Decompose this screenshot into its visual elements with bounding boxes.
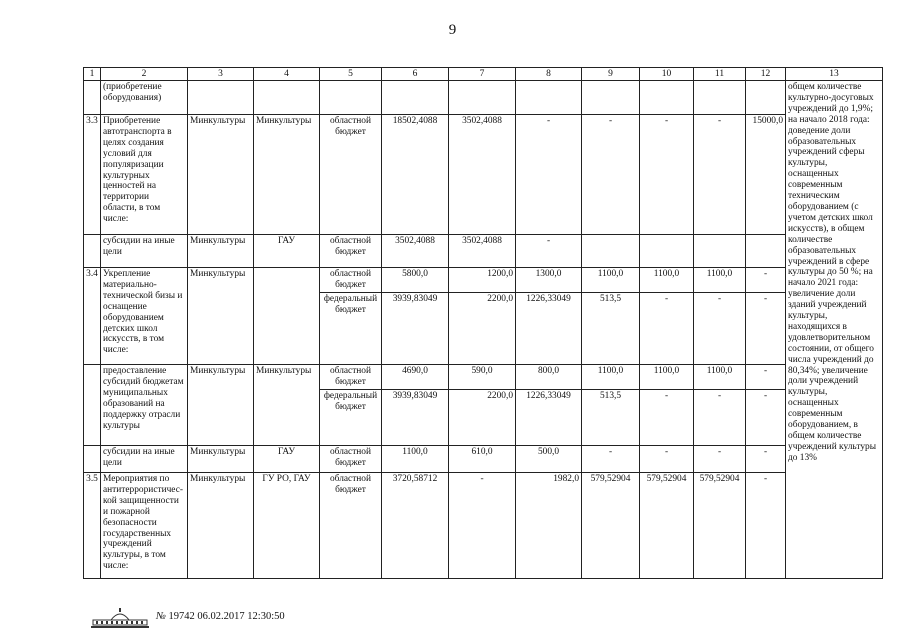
row-number <box>84 365 101 446</box>
amount-2018: 513,5 <box>582 293 640 365</box>
header-cell: 10 <box>640 68 694 81</box>
row-number: 3.4 <box>84 268 101 365</box>
amount-2021: - <box>746 293 786 365</box>
measure-name: Приобретение автотранспорта в целях создания условий для популяризации культурных ценностей на территории области, в том числе: <box>101 115 188 235</box>
amount-2019: - <box>640 293 694 365</box>
executor: Минкультуры <box>188 446 254 473</box>
amount-2017: 800,0 <box>516 365 582 390</box>
amount-2016: - <box>449 473 516 579</box>
amount-2019: 1100,0 <box>640 365 694 390</box>
header-cell: 5 <box>320 68 382 81</box>
funding-source: областной бюджет <box>320 115 382 235</box>
registration-stamp <box>156 611 285 622</box>
measure-name: предоставление субсидий бюджетам муниципальных образований на поддержку отрасли культуры <box>101 365 188 446</box>
header-cell: 1 <box>84 68 101 81</box>
amount-2016: 1200,0 <box>449 268 516 293</box>
total-amount: 3502,4088 <box>382 235 449 268</box>
table-row <box>84 446 883 473</box>
government-emblem-icon <box>89 606 151 630</box>
amount-2017: - <box>516 115 582 235</box>
amount-2019 <box>640 81 694 115</box>
amount-2021 <box>746 81 786 115</box>
amount-2021: 15000,0 <box>746 115 786 235</box>
amount-2017: 1226,33049 <box>516 390 582 446</box>
amount-2020: 1100,0 <box>694 268 746 293</box>
amount-2017: 1226,33049 <box>516 293 582 365</box>
amount-2017 <box>516 81 582 115</box>
amount-2017: 500,0 <box>516 446 582 473</box>
funding-source: федеральный бюджет <box>320 293 382 365</box>
amount-2019: 579,52904 <box>640 473 694 579</box>
amount-2020 <box>694 235 746 268</box>
amount-2019 <box>640 235 694 268</box>
table-row <box>84 268 883 293</box>
measure-name: Укрепление материально-технической бизы и оснащение оборудованием детских школ искусств, в том числе: <box>101 268 188 365</box>
amount-2018: 579,52904 <box>582 473 640 579</box>
amount-2018: - <box>582 115 640 235</box>
amount-2018: 1100,0 <box>582 365 640 390</box>
executor: Минкультуры <box>188 235 254 268</box>
amount-2017: 1982,0 <box>516 473 582 579</box>
total-amount <box>382 81 449 115</box>
table-row <box>84 365 883 390</box>
total-amount: 5800,0 <box>382 268 449 293</box>
registration-datetime: 06.02.2017 12:30:50 <box>197 611 285 622</box>
header-cell: 11 <box>694 68 746 81</box>
amount-2016 <box>449 81 516 115</box>
co-executor: Минкультуры <box>254 365 320 446</box>
funding-source: областной бюджет <box>320 268 382 293</box>
co-executor: ГУ РО, ГАУ <box>254 473 320 579</box>
amount-2019: - <box>640 390 694 446</box>
amount-2017: 1300,0 <box>516 268 582 293</box>
amount-2020: - <box>694 293 746 365</box>
table-row <box>84 81 883 115</box>
amount-2019: 1100,0 <box>640 268 694 293</box>
amount-2020: 579,52904 <box>694 473 746 579</box>
co-executor: Минкультуры <box>254 115 320 235</box>
total-amount: 3720,58712 <box>382 473 449 579</box>
amount-2021: - <box>746 268 786 293</box>
measure-name: субсидии на иные цели <box>101 235 188 268</box>
header-cell: 3 <box>188 68 254 81</box>
measure-name: субсидии на иные цели <box>101 446 188 473</box>
amount-2016: 2200,0 <box>449 390 516 446</box>
table-row <box>84 235 883 268</box>
row-number: 3.5 <box>84 473 101 579</box>
executor <box>188 81 254 115</box>
header-cell: 8 <box>516 68 582 81</box>
total-amount: 3939,83049 <box>382 390 449 446</box>
funding-source: областной бюджет <box>320 365 382 390</box>
header-cell: 13 <box>786 68 883 81</box>
amount-2020: - <box>694 446 746 473</box>
amount-2019: - <box>640 115 694 235</box>
header-cell: 6 <box>382 68 449 81</box>
executor: Минкультуры <box>188 473 254 579</box>
header-cell: 4 <box>254 68 320 81</box>
co-executor: ГАУ <box>254 446 320 473</box>
row-number <box>84 446 101 473</box>
total-amount: 18502,4088 <box>382 115 449 235</box>
row-number <box>84 81 101 115</box>
funding-source: областной бюджет <box>320 473 382 579</box>
total-amount: 3939,83049 <box>382 293 449 365</box>
header-cell: 9 <box>582 68 640 81</box>
executor: Минкультуры <box>188 115 254 235</box>
amount-2016: 3502,4088 <box>449 115 516 235</box>
amount-2016: 3502,4088 <box>449 235 516 268</box>
total-amount: 4690,0 <box>382 365 449 390</box>
funding-source <box>320 81 382 115</box>
amount-2016: 610,0 <box>449 446 516 473</box>
amount-2021: - <box>746 390 786 446</box>
amount-2018: - <box>582 446 640 473</box>
executor: Минкультуры <box>188 268 254 365</box>
row-number: 3.3 <box>84 115 101 235</box>
header-cell: 12 <box>746 68 786 81</box>
header-cell: 2 <box>101 68 188 81</box>
co-executor <box>254 81 320 115</box>
total-amount: 1100,0 <box>382 446 449 473</box>
amount-2018 <box>582 81 640 115</box>
measure-name: Мероприятия по антитеррористичес-кой защищенности и пожарной безопасности государственных учреждений культуры, в том числе: <box>101 473 188 579</box>
amount-2018: 1100,0 <box>582 268 640 293</box>
amount-2020 <box>694 81 746 115</box>
funding-source: областной бюджет <box>320 446 382 473</box>
amount-2018 <box>582 235 640 268</box>
amount-2017: - <box>516 235 582 268</box>
measure-name: (приобретение оборудования) <box>101 81 188 115</box>
amount-2021: - <box>746 473 786 579</box>
amount-2021: - <box>746 365 786 390</box>
header-cell: 7 <box>449 68 516 81</box>
header-row <box>84 68 883 81</box>
co-executor: ГАУ <box>254 235 320 268</box>
amount-2020: - <box>694 390 746 446</box>
amount-2021 <box>746 235 786 268</box>
table-row <box>84 473 883 579</box>
amount-2021: - <box>746 446 786 473</box>
amount-2018: 513,5 <box>582 390 640 446</box>
executor: Минкультуры <box>188 365 254 446</box>
program-table <box>83 67 883 579</box>
registration-number: 19742 <box>168 611 195 622</box>
amount-2020: 1100,0 <box>694 365 746 390</box>
amount-2019: - <box>640 446 694 473</box>
amount-2016: 590,0 <box>449 365 516 390</box>
amount-2020: - <box>694 115 746 235</box>
amount-2016: 2200,0 <box>449 293 516 365</box>
co-executor <box>254 268 320 365</box>
page-number: 9 <box>448 22 457 38</box>
row-number <box>84 235 101 268</box>
funding-source: федеральный бюджет <box>320 390 382 446</box>
funding-source: областной бюджет <box>320 235 382 268</box>
table-row <box>84 115 883 235</box>
target-indicators: общем количестве культурно-досуговых учреждений до 1,9%; на начало 2018 года: доведение доли образовательных учреждений сферы культуры, оснащенных современным техническим оборудованием (с учетом детских школ искусств), в общем количестве образовательных учреждений в сфере культуры до 50 %; на начало 2021 года: увеличение доли зданий учреждений культуры, находящихся в удовлетворительном состоянии, от общего числа учреждений до 80,34%; увеличение доли учреждений культуры, оснащенных современным оборудованием, в общем количестве учреждений культуры до 13% <box>786 81 883 579</box>
number-sign: № <box>156 611 166 622</box>
